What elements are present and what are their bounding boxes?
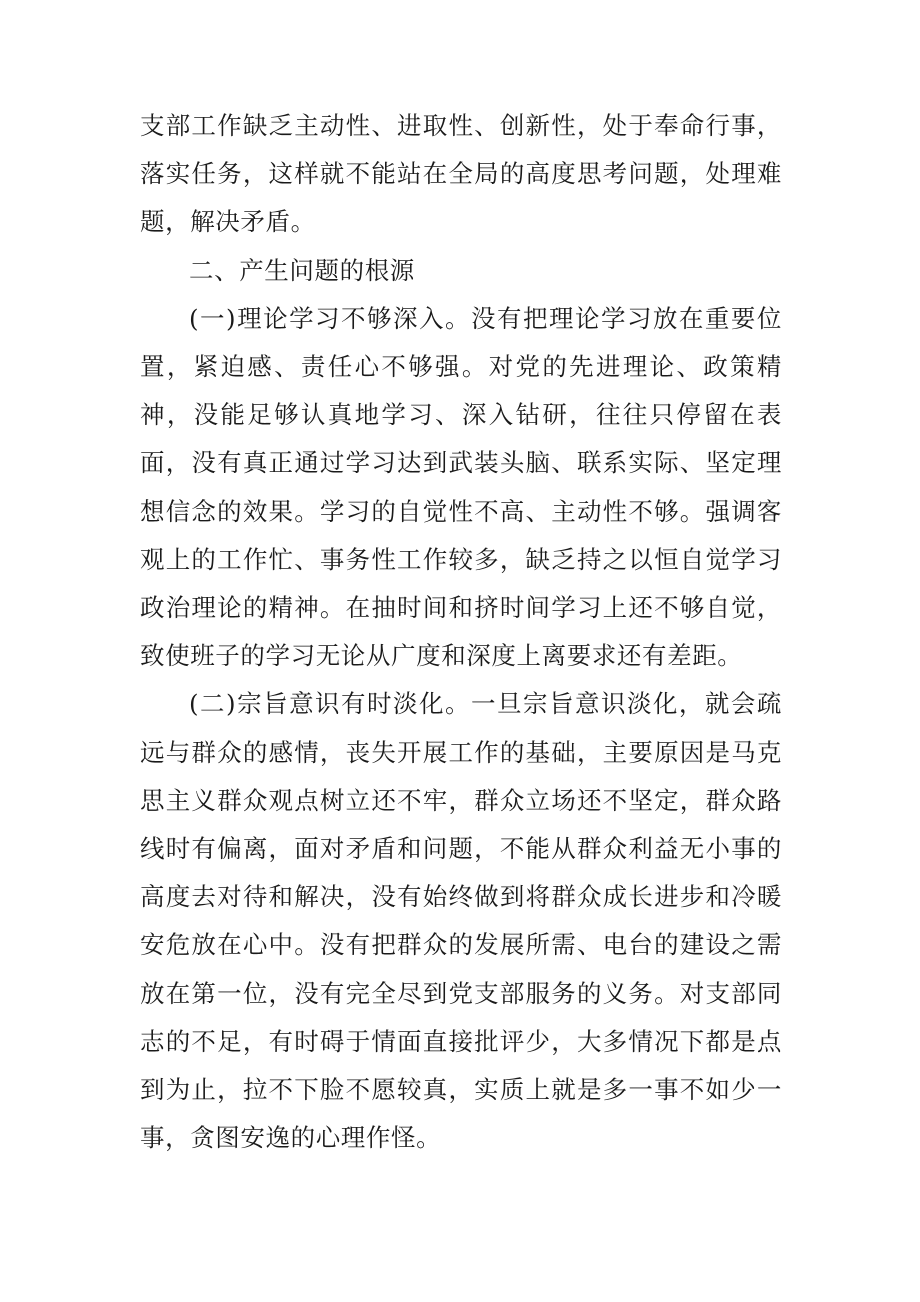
paragraph-theory-study: (一)理论学习不够深入。没有把理论学习放在重要位置，紧迫感、责任心不够强。对党的先进理论、政策精神，没能足够认真地学习、深入钻研，往往只停留在表面，没有真正通过学习达到武装头脑、联系实际、坚定理想信念的效果。学习的自觉性不高、主动性不够。强调客观上的工作忙、事务性工作较多，缺乏持之以恒自觉学习政治理论的精神。在抽时间和挤时间学习上还不够自觉，致使班子的学习无论从广度和深度上离要求还有差距。: [140, 303, 782, 671]
paragraph-continuation: 支部工作缺乏主动性、进取性、创新性，处于奉命行事，落实任务，这样就不能站在全局的高度思考问题，处理难题，解决矛盾。: [140, 111, 782, 237]
document-body: [140, 102, 782, 1162]
section-heading: 二、产生问题的根源: [189, 255, 415, 285]
paragraph-purpose-awareness: (二)宗旨意识有时淡化。一旦宗旨意识淡化，就会疏远与群众的感情，丧失开展工作的基础，主要原因是马克思主义群众观点树立还不牢，群众立场还不坚定，群众路线时有偏离，面对矛盾和问题，不能从群众利益无小事的高度去对待和解决，没有始终做到将群众成长进步和冷暖安危放在心中。没有把群众的发展所需、电台的建设之需放在第一位，没有完全尽到党支部服务的义务。对支部同志的不足，有时碍于情面直接批评少，大多情况下都是点到为止，拉不下脸不愿较真，实质上就是多一事不如少一事，贪图安逸的心理作怪。: [140, 689, 782, 1153]
